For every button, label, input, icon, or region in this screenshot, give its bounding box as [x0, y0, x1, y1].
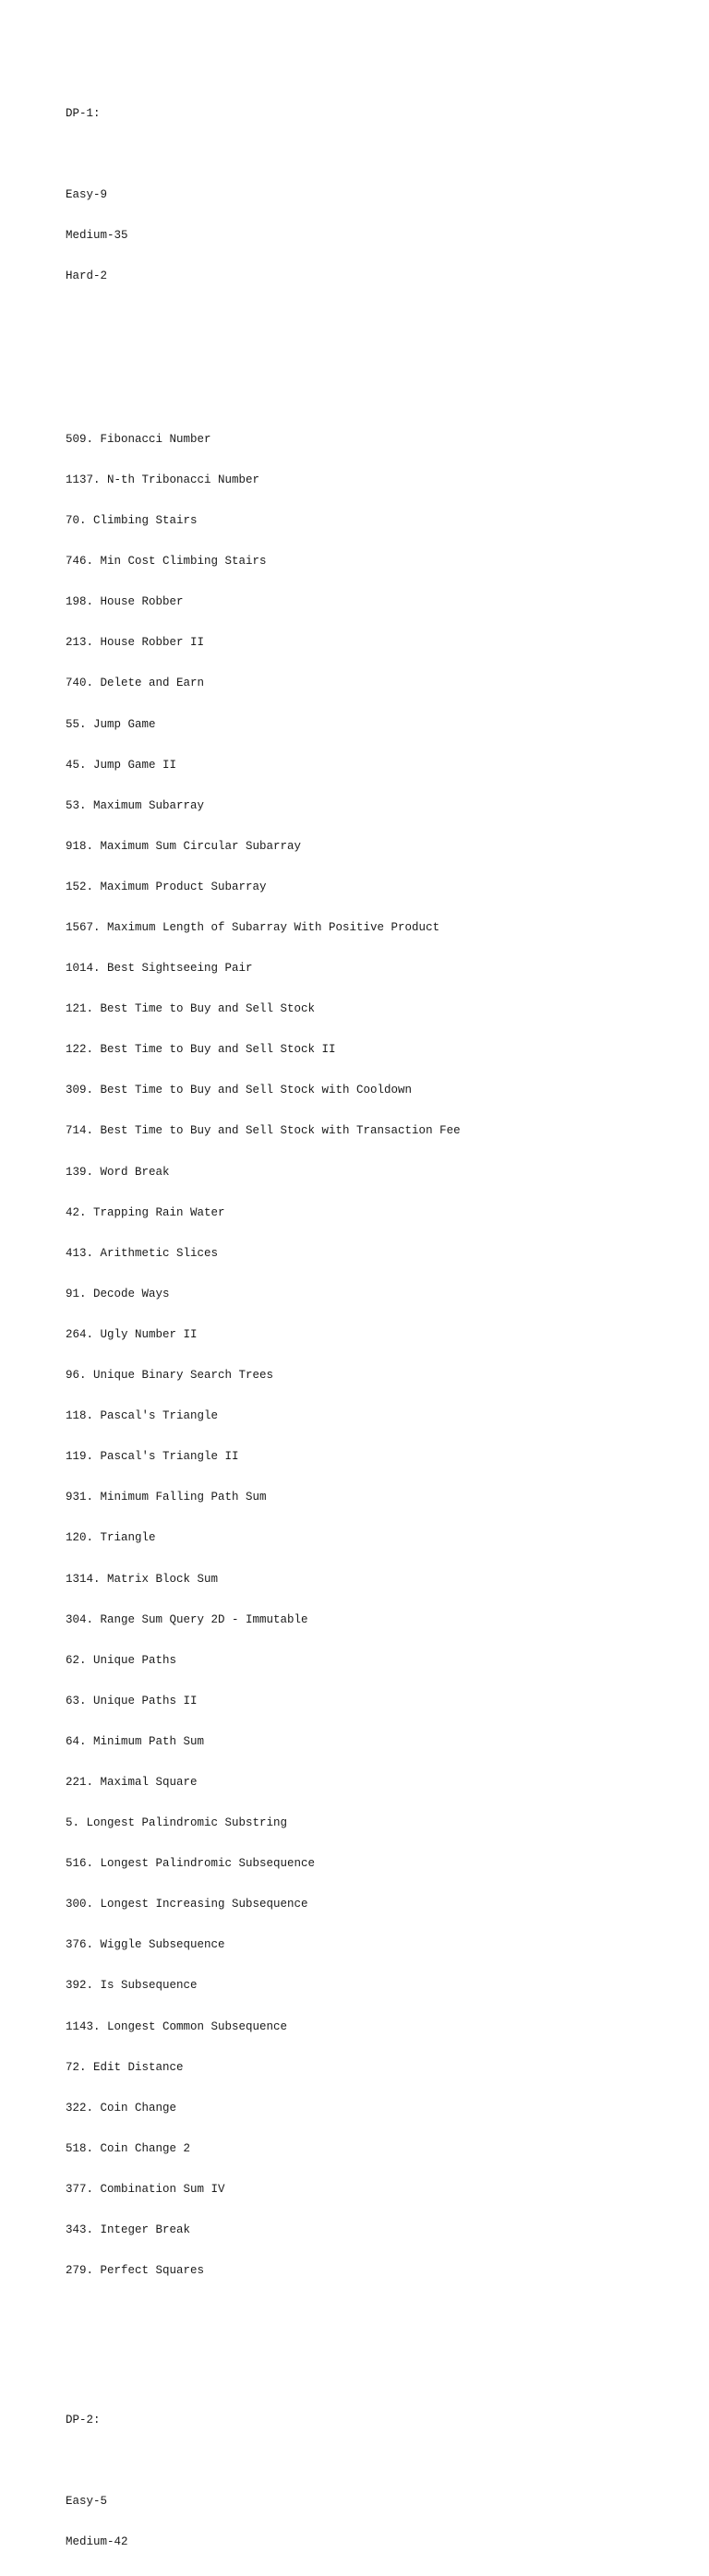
problem-item: 120. Triangle	[66, 1531, 156, 1545]
problem-item: 746. Min Cost Climbing Stairs	[66, 555, 267, 569]
problem-item: 152. Maximum Product Subarray	[66, 880, 267, 893]
problem-item: 322. Coin Change	[66, 2101, 177, 2115]
problem-item: 121. Best Time to Buy and Sell Stock	[66, 1002, 316, 1016]
problem-item: 64. Minimum Path Sum	[66, 1734, 205, 1748]
blank-line	[66, 2454, 461, 2468]
problem-item: 279. Perfect Squares	[66, 2264, 205, 2278]
problem-item: 518. Coin Change 2	[66, 2141, 191, 2155]
document-body	[66, 66, 461, 2576]
problem-item: 509. Fibonacci Number	[66, 432, 211, 446]
problem-item: 343. Integer Break	[66, 2223, 191, 2237]
problem-item: 918. Maximum Sum Circular Subarray	[66, 839, 302, 853]
difficulty-count: Easy-5	[66, 2495, 108, 2508]
blank-line	[66, 148, 461, 162]
problem-item: 740. Delete and Earn	[66, 677, 205, 690]
problem-list	[66, 405, 461, 2305]
problem-item: 931. Minimum Falling Path Sum	[66, 1491, 267, 1504]
problem-item: 213. House Robber II	[66, 636, 205, 650]
problem-item: 377. Combination Sum IV	[66, 2182, 225, 2196]
problem-item: 198. House Robber	[66, 595, 184, 609]
problem-item: 45. Jump Game II	[66, 758, 177, 772]
problem-item: 221. Maximal Square	[66, 1775, 198, 1789]
problem-item: 122. Best Time to Buy and Sell Stock II	[66, 1043, 336, 1057]
problem-item: 91. Decode Ways	[66, 1287, 170, 1300]
problem-item: 63. Unique Paths II	[66, 1694, 198, 1707]
problem-item: 304. Range Sum Query 2D - Immutable	[66, 1612, 308, 1626]
problem-item: 72. Edit Distance	[66, 2060, 184, 2074]
problem-item: 5. Longest Palindromic Substring	[66, 1816, 288, 1830]
blank-line	[66, 2345, 461, 2372]
problem-item: 413. Arithmetic Slices	[66, 1246, 219, 1260]
problem-item: 309. Best Time to Buy and Sell Stock with Cooldown	[66, 1084, 413, 1097]
problem-item: 1314. Matrix Block Sum	[66, 1572, 219, 1586]
problem-item: 139. Word Break	[66, 1165, 170, 1179]
problem-item: 264. Ugly Number II	[66, 1327, 198, 1341]
blank-line	[66, 311, 461, 338]
difficulty-count: Hard-2	[66, 270, 108, 283]
difficulty-count: Easy-9	[66, 188, 108, 202]
problem-item: 53. Maximum Subarray	[66, 798, 205, 812]
problem-item: 1014. Best Sightseeing Pair	[66, 962, 253, 976]
difficulty-count: Medium-42	[66, 2535, 128, 2549]
problem-item: 1567. Maximum Length of Subarray With Positive Product	[66, 921, 440, 935]
problem-item: 516. Longest Palindromic Subsequence	[66, 1857, 316, 1871]
problem-item: 118. Pascal's Triangle	[66, 1409, 219, 1423]
problem-item: 96. Unique Binary Search Trees	[66, 1369, 274, 1383]
problem-item: 70. Climbing Stairs	[66, 514, 198, 528]
section-heading: DP-2:	[66, 2413, 101, 2426]
problem-item: 392. Is Subsequence	[66, 1979, 198, 1993]
problem-item: 376. Wiggle Subsequence	[66, 1938, 225, 1952]
problem-item: 55. Jump Game	[66, 717, 156, 731]
problem-item: 62. Unique Paths	[66, 1653, 177, 1667]
problem-item: 1137. N-th Tribonacci Number	[66, 473, 260, 486]
problem-item: 42. Trapping Rain Water	[66, 1205, 225, 1219]
problem-item: 714. Best Time to Buy and Sell Stock with Transaction Fee	[66, 1124, 461, 1138]
difficulty-count: Medium-35	[66, 229, 128, 243]
problem-item: 1143. Longest Common Subsequence	[66, 2019, 288, 2033]
problem-item: 119. Pascal's Triangle II	[66, 1450, 239, 1464]
section-heading: DP-1:	[66, 107, 101, 121]
problem-item: 300. Longest Increasing Subsequence	[66, 1898, 308, 1911]
